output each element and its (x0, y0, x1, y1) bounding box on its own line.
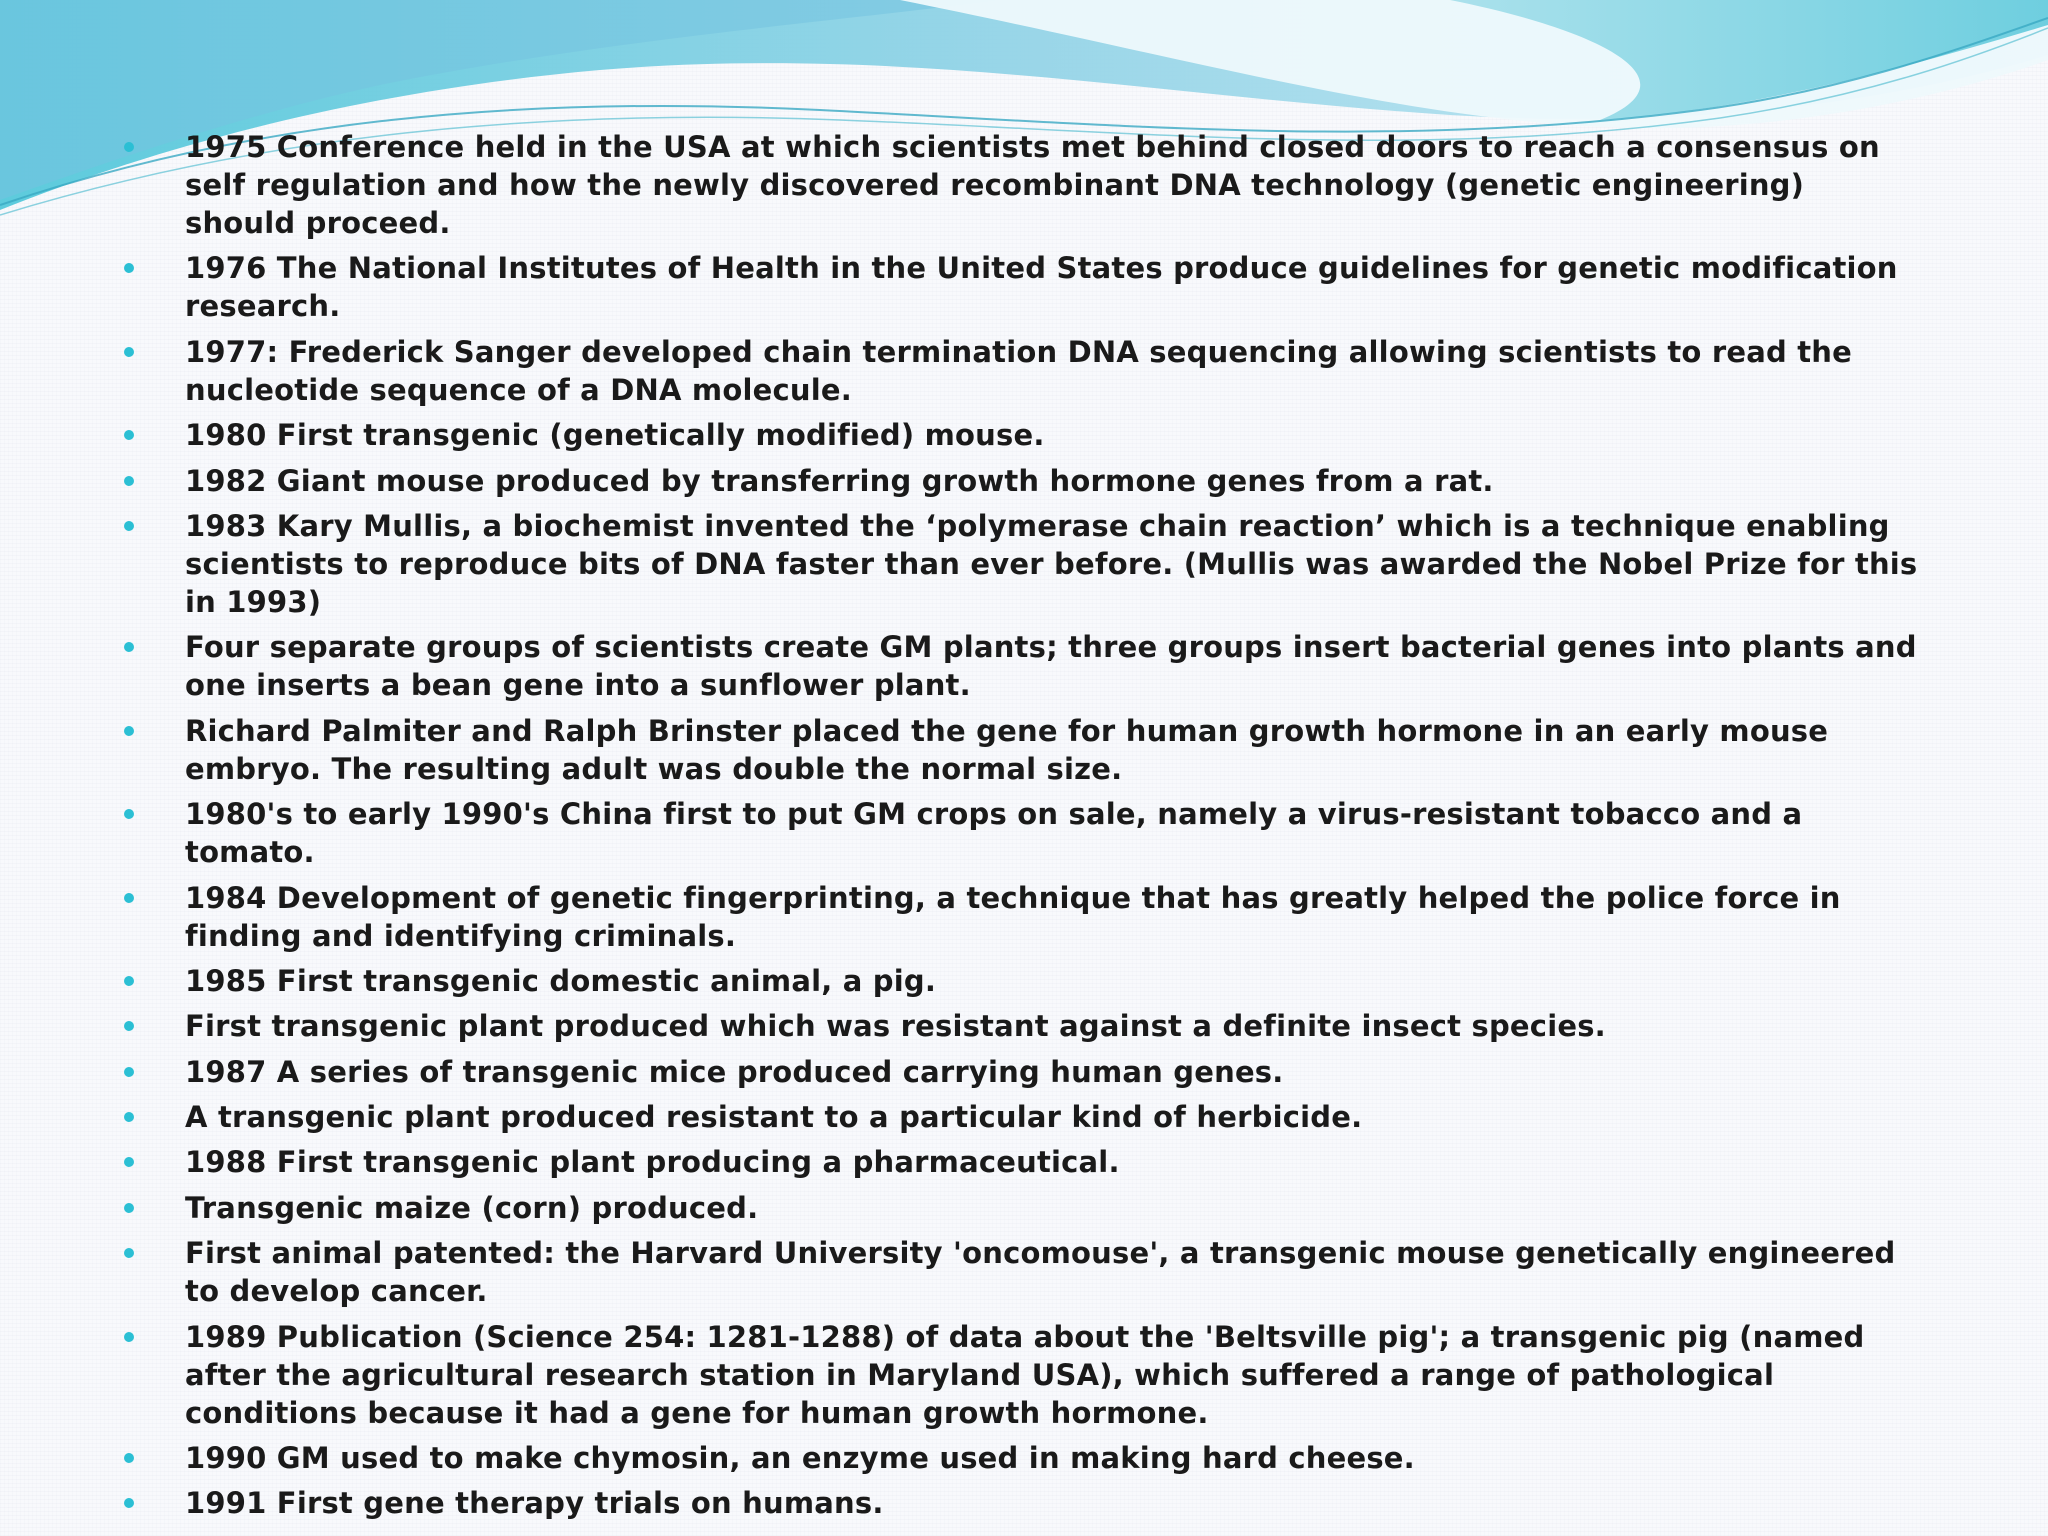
bullet-dot-icon (124, 1453, 134, 1463)
bullet-item (122, 1439, 1922, 1477)
bullet-text: 1991 First gene therapy trials on humans. (185, 1486, 884, 1521)
bullet-item (122, 879, 1922, 955)
bullet-item (122, 507, 1922, 621)
bullet-dot-icon (124, 1112, 134, 1122)
bullet-text: Richard Palmiter and Ralph Brinster placed the gene for human growth hormone in an early mouse embryo. The resulting adult was double the normal size. (185, 713, 1829, 786)
bullet-dot-icon (124, 347, 134, 357)
bullet-text: 1989 Publication (Science 254: 1281-1288) of data about the 'Beltsville pig'; a transgenic pig (named after the agricultural research station in Maryland USA), which suffered a range of pathological conditions because it had a gene for human growth hormone. (185, 1319, 1865, 1430)
bullet-item (122, 128, 1922, 242)
bullet-text: 1987 A series of transgenic mice produced carrying human genes. (185, 1054, 1284, 1089)
bullet-text: 1990 GM used to make chymosin, an enzyme used in making hard cheese. (185, 1441, 1415, 1476)
bullet-text: 1988 First transgenic plant producing a pharmaceutical. (185, 1145, 1120, 1180)
bullet-dot-icon (124, 893, 134, 903)
bullet-list (122, 128, 1922, 1530)
bullet-item (122, 1053, 1922, 1091)
bullet-item (122, 333, 1922, 409)
bullet-item (122, 1098, 1922, 1136)
bullet-dot-icon (124, 726, 134, 736)
bullet-text: 1983 Kary Mullis, a biochemist invented the ‘polymerase chain reaction’ which is a technique enabling scientists to reproduce bits of DNA faster than ever before. (Mullis was awarded the Nobel Prize for this in 1993) (185, 508, 1918, 619)
bullet-dot-icon (124, 521, 134, 531)
bullet-dot-icon (124, 1248, 134, 1258)
bullet-text: 1980's to early 1990's China first to put GM crops on sale, namely a virus-resistant tobacco and a tomato. (185, 797, 1803, 870)
bullet-item (122, 1484, 1922, 1522)
bullet-item (122, 795, 1922, 871)
bullet-dot-icon (124, 1157, 134, 1167)
bullet-text: 1982 Giant mouse produced by transferring growth hormone genes from a rat. (185, 463, 1494, 498)
bullet-dot-icon (124, 430, 134, 440)
bullet-dot-icon (124, 263, 134, 273)
bullet-dot-icon (124, 476, 134, 486)
bullet-item (122, 1234, 1922, 1310)
bullet-dot-icon (124, 142, 134, 152)
bullet-item (122, 1143, 1922, 1181)
bullet-dot-icon (124, 809, 134, 819)
bullet-item (122, 962, 1922, 1000)
bullet-item (122, 249, 1922, 325)
bullet-text: 1976 The National Institutes of Health in the United States produce guidelines for genetic modification research. (185, 251, 1898, 324)
bullet-item (122, 462, 1922, 500)
bullet-item (122, 416, 1922, 454)
bullet-text: 1980 First transgenic (genetically modified) mouse. (185, 418, 1045, 453)
bullet-text: 1975 Conference held in the USA at which scientists met behind closed doors to reach a consensus on self regulation and how the newly discovered recombinant DNA technology (genetic engineering) should proceed. (185, 130, 1880, 240)
bullet-text: 1985 First transgenic domestic animal, a pig. (185, 963, 937, 998)
bullet-text: A transgenic plant produced resistant to a particular kind of herbicide. (185, 1100, 1363, 1135)
bullet-dot-icon (124, 642, 134, 652)
bullet-item (122, 1318, 1922, 1432)
bullet-dot-icon (124, 1067, 134, 1077)
bullet-text: 1984 Development of genetic fingerprinting, a technique that has greatly helped the police force in finding and identifying criminals. (185, 880, 1841, 953)
bullet-dot-icon (124, 1021, 134, 1031)
bullet-dot-icon (124, 1498, 134, 1508)
bullet-text: 1977: Frederick Sanger developed chain termination DNA sequencing allowing scientists to read the nucleotide sequence of a DNA molecule. (185, 334, 1853, 407)
bullet-item (122, 1189, 1922, 1227)
bullet-item (122, 1007, 1922, 1045)
bullet-text: First transgenic plant produced which was resistant against a definite insect species. (185, 1009, 1606, 1044)
bullet-text: First animal patented: the Harvard University 'oncomouse', a transgenic mouse genetically engineered to develop cancer. (185, 1236, 1896, 1309)
bullet-dot-icon (124, 1203, 134, 1213)
bullet-dot-icon (124, 1332, 134, 1342)
bullet-text: Transgenic maize (corn) produced. (185, 1190, 759, 1225)
bullet-text: Four separate groups of scientists create GM plants; three groups insert bacterial genes into plants and one inserts a bean gene into a sunflower plant. (185, 630, 1917, 703)
bullet-item (122, 628, 1922, 704)
bullet-dot-icon (124, 976, 134, 986)
bullet-item (122, 712, 1922, 788)
